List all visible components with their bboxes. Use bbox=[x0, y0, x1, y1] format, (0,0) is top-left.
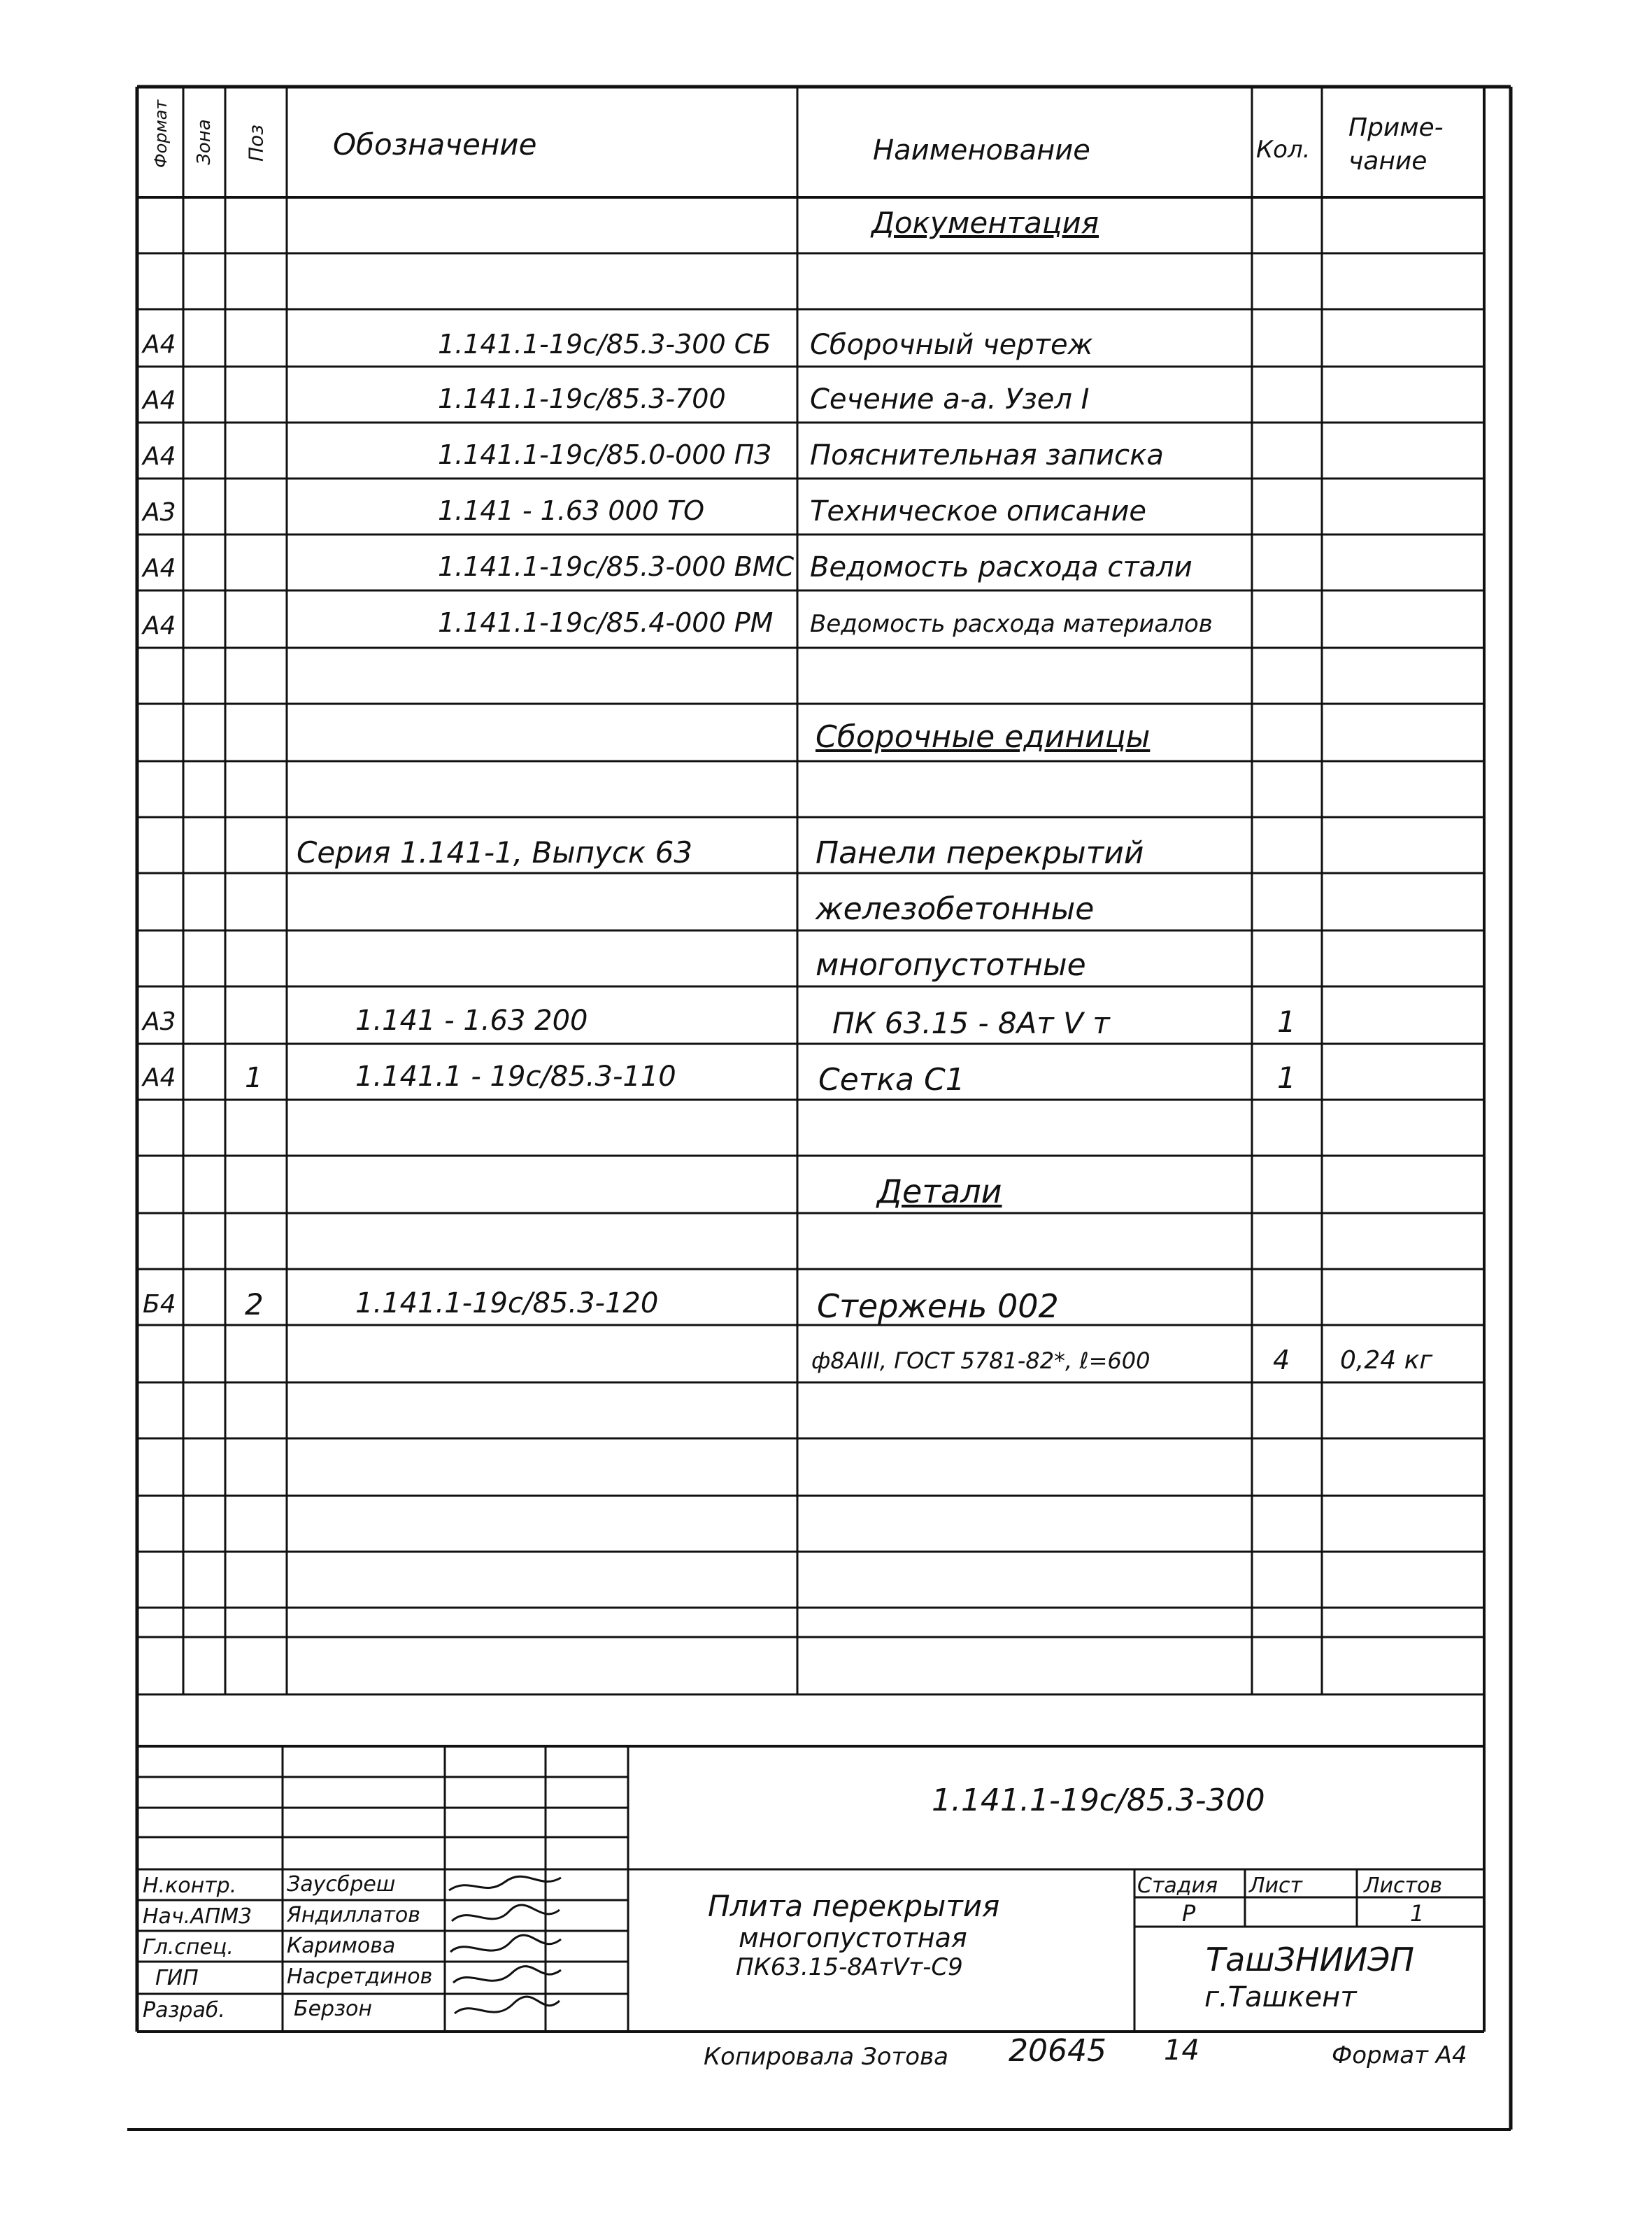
doc-code: 1.141.1-19с/85.3-300 bbox=[932, 1783, 1265, 1818]
table-cell-designation: 1.141.1-19с/85.3-300 СБ bbox=[438, 329, 771, 360]
table-cell-qty: 4 bbox=[1273, 1345, 1290, 1375]
footer-format: Формат А4 bbox=[1332, 2041, 1467, 2069]
table-cell-designation: 1.141 - 1.63 000 ТО bbox=[438, 495, 705, 526]
staff-name: Яндиллатов bbox=[287, 1903, 420, 1927]
stage-label: Стадия bbox=[1137, 1874, 1218, 1898]
staff-role: Разраб. bbox=[143, 1998, 225, 2023]
table-cell-pos: 1 bbox=[245, 1062, 263, 1094]
title-line2: многопустотная bbox=[739, 1922, 967, 1953]
sheets-value: 1 bbox=[1410, 1900, 1425, 1927]
header-designation: Обозначение bbox=[333, 127, 537, 162]
table-cell-name: Сечение а-а. Узел I bbox=[810, 383, 1090, 416]
table-cell-name: Панели перекрытий bbox=[816, 835, 1144, 871]
table-cell-designation: 1.141 - 1.63 200 bbox=[355, 1005, 588, 1037]
copy-number: 20645 bbox=[1009, 2033, 1106, 2069]
page-number: 14 bbox=[1164, 2034, 1199, 2067]
signature-scribbles bbox=[442, 1869, 568, 2030]
table-cell-designation: 1.141.1-19с/85.3-700 bbox=[438, 383, 726, 414]
table-cell-name: Документация bbox=[871, 206, 1099, 240]
table-cell-designation: 1.141.1-19с/85.0-000 ПЗ bbox=[438, 439, 771, 470]
sheet-label: Лист bbox=[1249, 1874, 1303, 1898]
staff-name: Каримова bbox=[287, 1934, 396, 1958]
staff-name: Насретдинов bbox=[287, 1964, 433, 1989]
table-cell-name: ПК 63.15 - 8Ат V т bbox=[832, 1006, 1110, 1040]
table-cell-format: А3 bbox=[143, 498, 176, 527]
table-cell-name: Пояснительная записка bbox=[810, 439, 1164, 472]
stage-value: Р bbox=[1182, 1900, 1196, 1927]
table-cell-name: Стержень 002 bbox=[817, 1287, 1059, 1325]
table-cell-name: Сетка С1 bbox=[818, 1062, 965, 1098]
staff-name: Берзон bbox=[294, 1997, 373, 2021]
table-cell-name: Ведомость расхода материалов bbox=[810, 610, 1213, 638]
staff-name: Заусбреш bbox=[287, 1872, 396, 1897]
header-format: Формат bbox=[151, 99, 171, 168]
table-cell-format: А4 bbox=[143, 330, 176, 359]
staff-role: Н.контр. bbox=[143, 1874, 237, 1898]
staff-role: Гл.спец. bbox=[143, 1935, 234, 1960]
table-cell-designation: Серия 1.141-1, Выпуск 63 bbox=[297, 835, 693, 870]
table-cell-name: Детали bbox=[877, 1173, 1002, 1210]
header-note-line1: Приме- bbox=[1348, 113, 1444, 142]
table-cell-name: железобетонные bbox=[816, 891, 1095, 927]
table-cell-note: 0,24 кг bbox=[1340, 1346, 1433, 1375]
table-cell-format: А4 bbox=[143, 386, 176, 415]
header-zone: Зона bbox=[194, 119, 215, 165]
table-cell-format: Б4 bbox=[143, 1290, 176, 1319]
table-cell-designation: 1.141.1-19с/85.3-120 bbox=[355, 1287, 659, 1319]
copied-by: Копировала Зотова bbox=[704, 2043, 948, 2071]
header-pos: Поз bbox=[244, 124, 268, 162]
table-cell-qty: 1 bbox=[1277, 1005, 1296, 1039]
staff-role: ГИП bbox=[155, 1966, 199, 1990]
header-name: Наименование bbox=[873, 134, 1090, 167]
sheets-label: Листов bbox=[1364, 1874, 1443, 1898]
table-cell-name: Техническое описание bbox=[810, 495, 1146, 527]
table-cell-name: Сборочный чертеж bbox=[810, 329, 1093, 361]
table-cell-format: А4 bbox=[143, 554, 176, 583]
table-cell-designation: 1.141.1-19с/85.4-000 РМ bbox=[438, 607, 774, 638]
table-cell-format: А4 bbox=[143, 442, 176, 471]
org-city: г.Ташкент bbox=[1204, 1981, 1357, 2013]
staff-role: Нач.АПМ3 bbox=[143, 1904, 252, 1929]
header-note-line2: чание bbox=[1348, 147, 1427, 176]
table-cell-format: А4 bbox=[143, 611, 176, 640]
table-cell-name: Сборочные единицы bbox=[816, 719, 1151, 755]
title-line1: Плита перекрытия bbox=[708, 1889, 1000, 1923]
header-qty: Кол. bbox=[1256, 136, 1311, 164]
table-cell-name: многопустотные bbox=[816, 947, 1086, 983]
table-cell-name: ф8АIII, ГОСТ 5781-82*, ℓ=600 bbox=[811, 1347, 1151, 1374]
table-cell-name: Ведомость расхода стали bbox=[810, 551, 1192, 583]
table-cell-designation: 1.141.1 - 19с/85.3-110 bbox=[355, 1061, 676, 1093]
table-cell-qty: 1 bbox=[1277, 1061, 1296, 1095]
table-cell-designation: 1.141.1-19с/85.3-000 ВМС bbox=[438, 551, 795, 582]
table-cell-format: А4 bbox=[143, 1063, 176, 1092]
title-line3: ПК63.15-8АтVт-С9 bbox=[736, 1953, 963, 1981]
table-cell-format: А3 bbox=[143, 1007, 176, 1036]
table-cell-pos: 2 bbox=[245, 1287, 264, 1322]
org-name: ТашЗНИИЭП bbox=[1206, 1941, 1414, 1978]
